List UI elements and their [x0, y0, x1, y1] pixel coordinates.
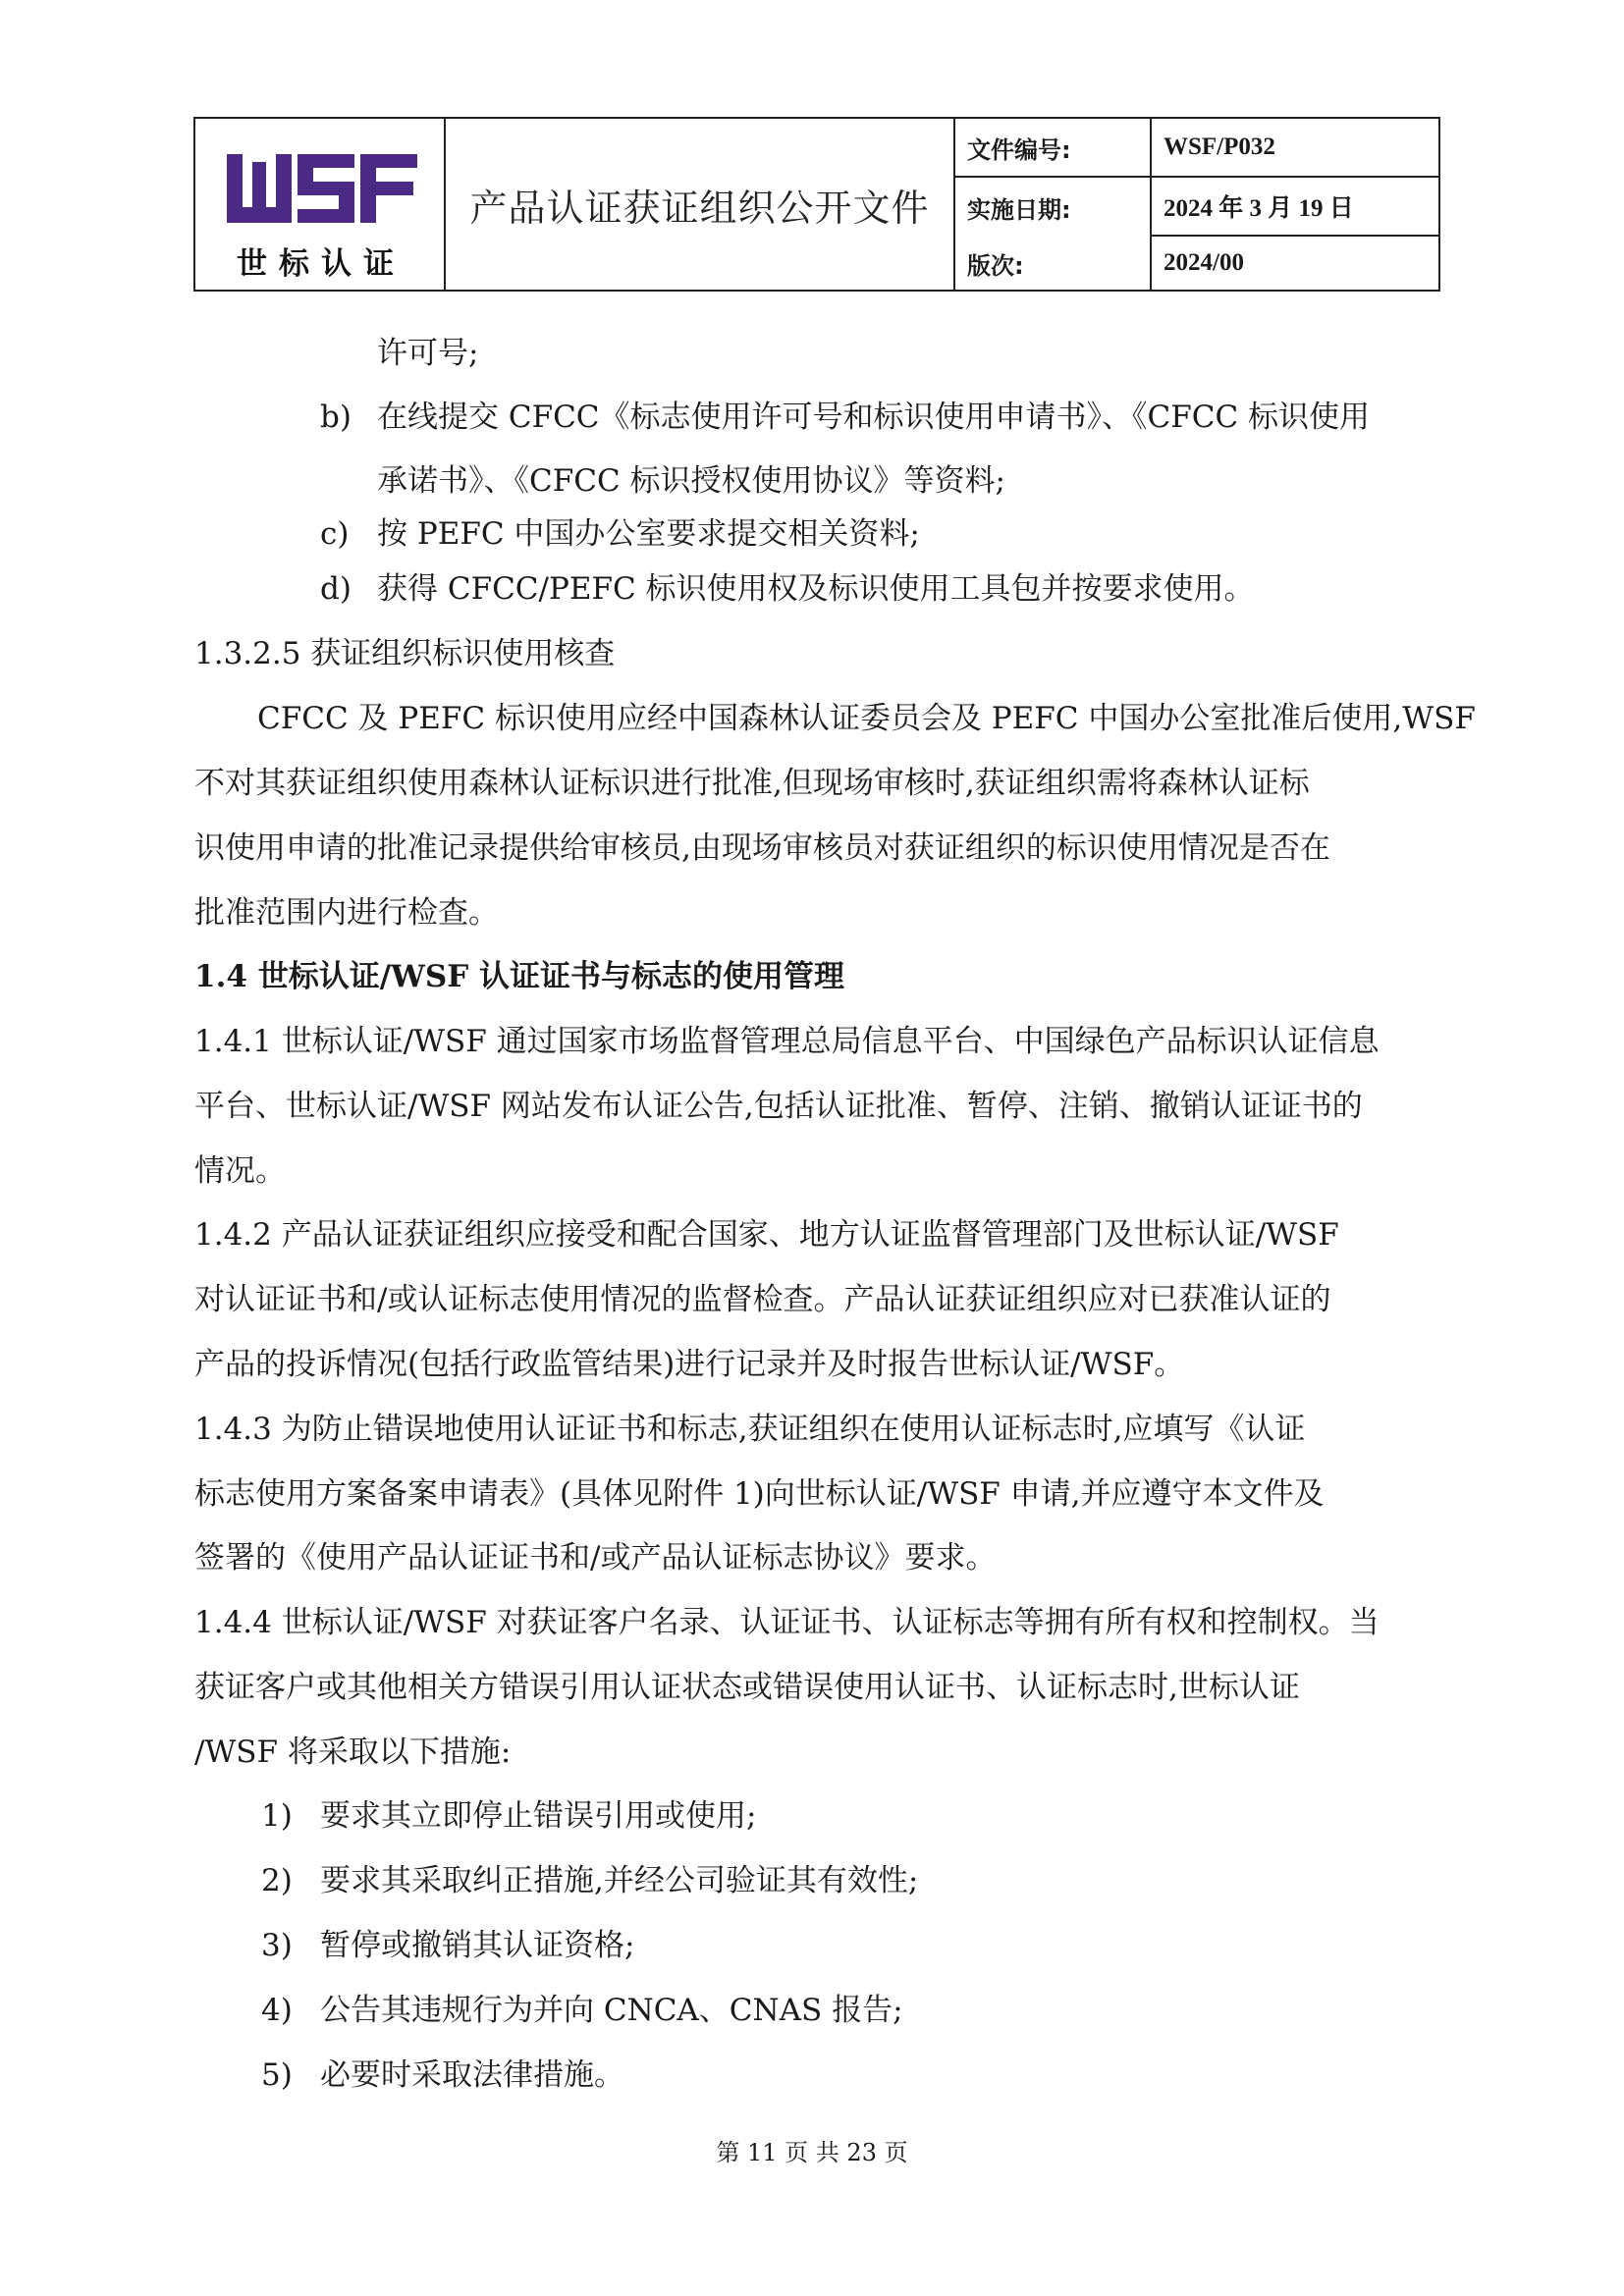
paragraph-line: 产品的投诉情况(包括行政监管结果)进行记录并及时报告世标认证/WSF。 [194, 1347, 1185, 1382]
list-marker-2: 2) [261, 1863, 293, 1898]
list-item-b: 在线提交 CFCC《标志使用许可号和标识使用申请书》、《CFCC 标识使用 [377, 400, 1371, 435]
version-value: 2024/00 [1164, 249, 1244, 276]
page-footer: 第 11 页 共 23 页 [716, 2139, 908, 2166]
effective-date-label: 实施日期: [955, 178, 1152, 237]
paragraph-line: 平台、世标认证/WSF 网站发布认证公告,包括认证批准、暂停、注销、撤销认证证书的 [194, 1089, 1363, 1124]
doc-number-label: 文件编号: [955, 119, 1152, 178]
paragraph-line: 1.4.2 产品认证获证组织应接受和配合国家、地方认证监督管理部门及世标认证/WSF [194, 1217, 1339, 1253]
paragraph-line: 1.4.4 世标认证/WSF 对获证客户名录、认证证书、认证标志等拥有所有权和控制权。当 [194, 1605, 1380, 1640]
list-marker-4: 4) [261, 1993, 293, 2028]
list-item-2: 要求其采取纠正措施,并经公司验证其有效性; [320, 1863, 919, 1898]
document-header-table [193, 117, 1440, 292]
document-title: 产品认证获证组织公开文件 [446, 119, 955, 290]
paragraph-line [257, 699, 1476, 738]
wsf-logo-icon [223, 148, 419, 235]
list-item-b-continued: 承诺书》、《CFCC 标识授权使用协议》等资料; [377, 463, 1005, 499]
list-item-c: 按 PEFC 中国办公室要求提交相关资料; [377, 516, 920, 552]
paragraph-line: /WSF 将采取以下措施: [194, 1735, 512, 1770]
list-item-d: 获得 CFCC/PEFC 标识使用权及标识使用工具包并按要求使用。 [377, 571, 1255, 607]
logo-chinese-text: 世标认证 [237, 246, 406, 282]
paragraph-line: 识使用申请的批准记录提供给审核员,由现场审核员对获证组织的标识使用情况是否在 [194, 830, 1330, 866]
paragraph-line: 签署的《使用产品认证证书和/或产品认证标志协议》要求。 [194, 1540, 997, 1575]
list-marker-c: c) [320, 516, 350, 552]
company-logo [195, 119, 446, 290]
list-marker-d: d) [320, 571, 352, 607]
section-1-4-heading: 1.4 世标认证/WSF 认证证书与标志的使用管理 [194, 959, 845, 994]
list-marker-b: b) [320, 400, 352, 435]
list-marker-3: 3) [261, 1928, 293, 1963]
doc-number-value: WSF/P032 [1152, 119, 1438, 178]
list-marker-5: 5) [261, 2057, 293, 2093]
paragraph-line: 对认证证书和/或认证标志使用情况的监督检查。产品认证获证组织应对已获准认证的 [194, 1282, 1331, 1317]
paragraph-line: 情况。 [194, 1153, 286, 1189]
paragraph-line: 批准范围内进行检查。 [194, 895, 499, 931]
paragraph-text: CFCC 及 PEFC 标识使用应经中国森林认证委员会及 PEFC 中国办公室批准后使用,WSF [257, 701, 1476, 736]
list-item-4: 公告其违规行为并向 CNCA、CNAS 报告; [320, 1993, 903, 2028]
list-marker-1: 1) [261, 1798, 293, 1834]
paragraph-line: 获证客户或其他相关方错误引用认证状态或错误使用认证书、认证标志时,世标认证 [194, 1670, 1300, 1705]
list-item-1: 要求其立即停止错误引用或使用; [320, 1798, 757, 1834]
paragraph-line: 标志使用方案备案申请表》(具体见附件 1)向世标认证/WSF 申请,并应遵守本文件及 [194, 1476, 1325, 1512]
paragraph-line: 1.4.3 为防止错误地使用认证证书和标志,获证组织在使用认证标志时,应填写《认证 [194, 1412, 1306, 1447]
section-1-3-2-5-heading: 1.3.2.5 获证组织标识使用核查 [194, 636, 616, 671]
paragraph-line: 1.4.1 世标认证/WSF 通过国家市场监督管理总局信息平台、中国绿色产品标识认证信息 [194, 1024, 1380, 1059]
list-item-5: 必要时采取法律措施。 [320, 2057, 624, 2093]
paragraph-line: 不对其获证组织使用森林认证标识进行批准,但现场审核时,获证组织需将森林认证标 [194, 766, 1310, 801]
version-label: 版次: [955, 237, 1152, 290]
effective-date-value: 2024 年 3 月 19 日 [1152, 178, 1438, 237]
list-item-3: 暂停或撤销其认证资格; [320, 1928, 635, 1963]
continued-text: 许可号; [377, 336, 479, 371]
